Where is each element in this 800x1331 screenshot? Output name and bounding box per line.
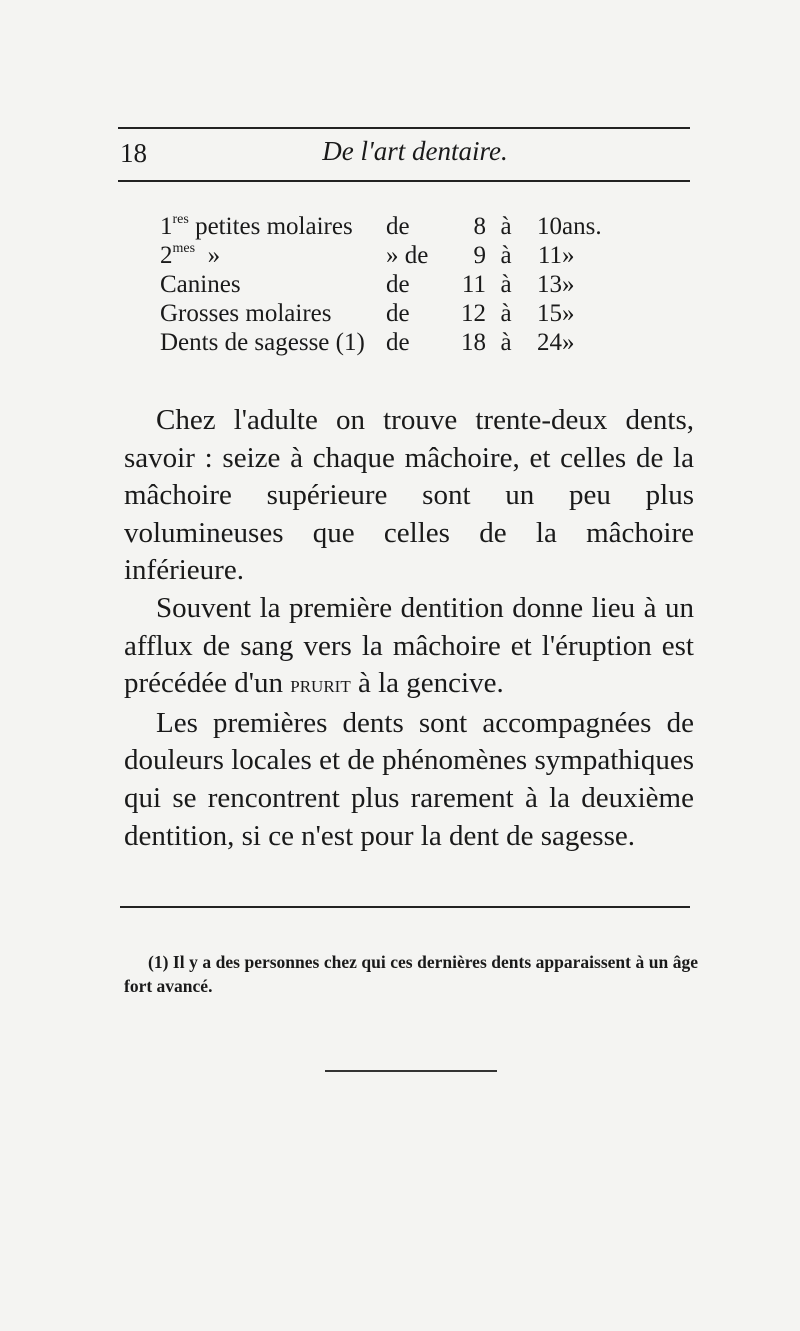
body-text <box>124 402 694 855</box>
age-to: 11 <box>537 242 562 269</box>
age-from: 9 <box>473 242 486 269</box>
unit: » <box>562 242 575 269</box>
table-row <box>160 241 632 270</box>
de-word: de <box>386 329 410 356</box>
table-row <box>160 328 632 357</box>
unit: » <box>562 271 575 298</box>
age-to: 13 <box>537 271 562 298</box>
age-to: 24 <box>537 329 562 356</box>
tooth-label: $2^{mes}$ » <box>160 241 221 269</box>
tooth-label: 1res petites molaires <box>160 212 353 240</box>
footnote <box>124 950 698 998</box>
a-word: à <box>500 242 512 269</box>
de-word: de <box>386 213 410 240</box>
age-from: 18 <box>461 329 486 356</box>
unit: » <box>562 300 575 327</box>
tooth-label: Grosses molaires <box>160 300 332 327</box>
tooth-label: Canines <box>160 271 241 298</box>
age-from: 12 <box>461 300 486 327</box>
de-word: de <box>386 300 410 327</box>
table-row <box>160 212 632 241</box>
dentition-age-table <box>160 212 632 357</box>
age-to: 10 <box>537 213 562 240</box>
age-from: 8 <box>473 213 486 240</box>
de-word: de <box>386 271 410 298</box>
a-word: à <box>500 329 512 356</box>
small-caps-term: prurit <box>290 672 351 699</box>
running-title: De l'art dentaire. <box>322 136 508 166</box>
end-rule <box>325 1070 497 1072</box>
page-number: 18 <box>120 138 147 168</box>
header-rule-top <box>118 127 690 129</box>
table-row <box>160 270 632 299</box>
table-row <box>160 299 632 328</box>
a-word: à <box>500 300 512 327</box>
unit: ans. <box>562 213 602 240</box>
a-word: à <box>500 213 512 240</box>
footnote-text: (1) Il y a des personnes chez qui ces dernières dents apparaissent à un âge fort avancé. <box>124 952 698 996</box>
unit: » <box>562 329 575 356</box>
a-word: à <box>500 271 512 298</box>
footnote-rule <box>120 906 690 908</box>
paragraph-first-dentition: Souvent la première dentition donne lieu à un afflux de sang vers la mâchoire et l'éruption est précédée d'un prurit à la gencive. <box>124 591 694 700</box>
header-rule-bottom <box>118 180 690 182</box>
paragraph-symptoms: Les premières dents sont accompagnées de douleurs locales et de phénomènes sympathiques qui se rencontrent plus rarement à la deuxième dentition, si ce n'est pour la dent de sagesse. <box>124 706 694 852</box>
paragraph-adult-teeth: Chez l'adulte on trouve trente-deux dents, savoir : seize à chaque mâchoire, et celles de la mâchoire supérieure sont un peu plus volumineuses que celles de la mâchoire inférieure. <box>124 404 694 587</box>
age-to: 15 <box>537 300 562 327</box>
de-word: » de <box>386 242 429 269</box>
tooth-label: Dents de sagesse (1) <box>160 329 365 356</box>
age-from: 11 <box>461 271 486 298</box>
